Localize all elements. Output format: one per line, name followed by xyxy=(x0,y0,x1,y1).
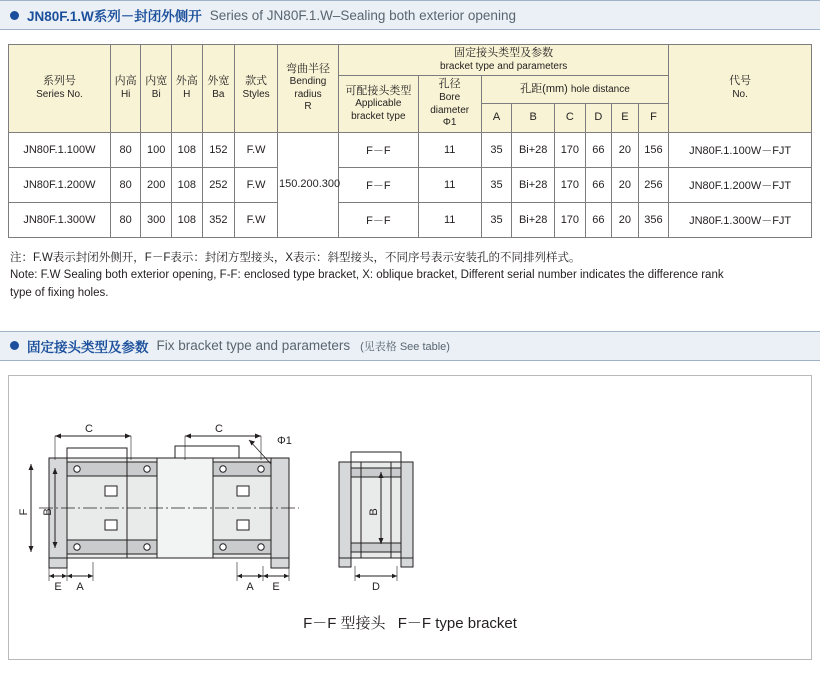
drawing-caption-cn: F－F 型接头 xyxy=(303,614,386,632)
cell-d: 66 xyxy=(585,167,611,202)
note-en-line1: Note: F.W Sealing both exterior opening, F-F: enclosed type bracket, X: oblique bracket, Different serial number indicates the difference rank xyxy=(10,269,724,282)
th-bi xyxy=(141,45,172,133)
label-c-left: C xyxy=(85,422,93,435)
th-d: D xyxy=(585,104,611,132)
th-b: B xyxy=(512,104,555,132)
label-b-right: B xyxy=(368,508,380,516)
section-header-bracket xyxy=(0,331,820,361)
th-styles xyxy=(235,45,278,133)
cell-ba: 252 xyxy=(202,167,235,202)
bullet-icon xyxy=(10,341,19,350)
th-bore-sym: Φ1 xyxy=(442,117,457,128)
cell-applicable: F－F xyxy=(339,167,418,202)
label-c-right: C xyxy=(215,422,223,435)
section1-title-en: Series of JN80F.1.W–Sealing both exterior opening xyxy=(209,7,516,23)
label-e-2: E xyxy=(272,580,280,593)
th-hi-en: Hi xyxy=(120,88,131,100)
label-b-left: B xyxy=(42,508,54,516)
th-applicable-en: Applicable bracket type xyxy=(351,98,406,122)
th-styles-cn: 款式 xyxy=(245,75,268,88)
section2-title-cn: 固定接头类型及参数 xyxy=(27,339,149,355)
section2-title-en: Fix bracket type and parameters xyxy=(156,338,351,354)
note-en-line2: type of fixing holes. xyxy=(10,287,109,300)
cell-bi: 100 xyxy=(141,132,172,167)
th-bracket-group-cn: 固定接头类型及参数 xyxy=(454,47,554,59)
label-d: D xyxy=(372,580,380,593)
label-a-2: A xyxy=(246,580,254,593)
cell-c: 170 xyxy=(555,132,586,167)
th-hole-en: hole distance xyxy=(570,83,630,95)
th-ba-cn: 外宽 xyxy=(207,75,230,88)
spec-table-head xyxy=(9,45,812,133)
th-ba xyxy=(202,45,235,133)
cell-no: JN80F.1.200W－FJT xyxy=(669,167,812,202)
label-f-left: F xyxy=(18,508,30,516)
cell-e: 20 xyxy=(612,132,638,167)
table-row xyxy=(9,167,812,202)
th-hi-cn: 内高 xyxy=(114,75,137,88)
th-applicable-cn: 可配接头类型 xyxy=(345,84,412,97)
cell-d: 66 xyxy=(585,202,611,237)
th-series-en: Series No. xyxy=(36,88,83,100)
th-h xyxy=(172,45,203,133)
th-a: A xyxy=(481,104,512,132)
spec-table xyxy=(8,44,812,238)
cell-hi: 80 xyxy=(110,167,141,202)
table-row xyxy=(9,202,812,237)
section2-note: (见表格 See table) xyxy=(360,340,450,353)
cell-f: 156 xyxy=(638,132,669,167)
cell-styles: F.W xyxy=(235,167,278,202)
th-no-en: No. xyxy=(732,88,748,100)
th-ba-en: Ba xyxy=(212,88,225,100)
cell-series: JN80F.1.300W xyxy=(9,202,111,237)
th-bi-cn: 内宽 xyxy=(145,75,168,88)
cell-ba: 152 xyxy=(202,132,235,167)
cell-ba: 352 xyxy=(202,202,235,237)
spec-table-body xyxy=(9,132,812,237)
th-e: E xyxy=(612,104,638,132)
cell-f: 356 xyxy=(638,202,669,237)
th-hole-group xyxy=(481,76,669,104)
cell-b: Bi+28 xyxy=(512,167,555,202)
th-hole-cn: 孔距(mm) xyxy=(520,82,568,95)
th-series xyxy=(9,45,111,133)
label-phi1: Φ1 xyxy=(277,434,292,447)
th-bi-en: Bi xyxy=(151,88,161,100)
th-bending-cn: 弯曲半径 xyxy=(286,62,331,75)
cell-c: 170 xyxy=(555,202,586,237)
cell-bore: 11 xyxy=(418,167,481,202)
cell-f: 256 xyxy=(638,167,669,202)
bullet-icon xyxy=(10,11,19,20)
cell-bending-radius: 150.200.300 xyxy=(277,132,338,237)
th-h-cn: 外高 xyxy=(175,75,198,88)
th-bending-en: Bending radius xyxy=(289,76,327,100)
th-bore xyxy=(418,76,481,132)
drawing-caption xyxy=(9,612,811,633)
th-bracket-group-en: bracket type and parameters xyxy=(440,60,568,72)
cell-d: 66 xyxy=(585,132,611,167)
th-bending-r: R xyxy=(304,101,312,113)
cell-no: JN80F.1.300W－FJT xyxy=(669,202,812,237)
th-bending xyxy=(277,45,338,133)
cell-applicable: F－F xyxy=(339,132,418,167)
label-e-1: E xyxy=(54,580,62,593)
th-c: C xyxy=(555,104,586,132)
cell-e: 20 xyxy=(612,202,638,237)
section-header-series xyxy=(0,0,820,30)
cell-no: JN80F.1.100W－FJT xyxy=(669,132,812,167)
cell-bi: 200 xyxy=(141,167,172,202)
cell-series: JN80F.1.100W xyxy=(9,132,111,167)
header-row-1 xyxy=(9,45,812,76)
section1-title-cn: JN80F.1.W系列－封闭外侧开 xyxy=(27,9,202,24)
cell-b: Bi+28 xyxy=(512,202,555,237)
table-row xyxy=(9,132,812,167)
cell-c: 170 xyxy=(555,167,586,202)
cell-h: 108 xyxy=(172,202,203,237)
cell-hi: 80 xyxy=(110,132,141,167)
th-series-cn: 系列号 xyxy=(42,75,76,88)
cell-h: 108 xyxy=(172,132,203,167)
cell-applicable: F－F xyxy=(339,202,418,237)
cell-e: 20 xyxy=(612,167,638,202)
cell-bore: 11 xyxy=(418,132,481,167)
bracket-drawing-panel xyxy=(8,375,812,660)
drawing-caption-en: F－F type bracket xyxy=(397,614,517,632)
cell-hi: 80 xyxy=(110,202,141,237)
note-cn: 注：F.W表示封闭外侧开，F－F表示：封闭方型接头，X表示：斜型接头，不同序号表示安装孔的不同排列样式。 xyxy=(10,251,581,264)
notes-block xyxy=(10,250,810,303)
th-hi xyxy=(110,45,141,133)
label-a-1: A xyxy=(76,580,84,593)
cell-bore: 11 xyxy=(418,202,481,237)
cell-a: 35 xyxy=(481,167,512,202)
cell-bi: 300 xyxy=(141,202,172,237)
cell-styles: F.W xyxy=(235,132,278,167)
cell-series: JN80F.1.200W xyxy=(9,167,111,202)
th-applicable xyxy=(339,76,418,132)
cell-styles: F.W xyxy=(235,202,278,237)
th-h-en: H xyxy=(183,88,191,100)
cell-a: 35 xyxy=(481,132,512,167)
cell-a: 35 xyxy=(481,202,512,237)
th-styles-en: Styles xyxy=(242,88,270,100)
th-no-cn: 代号 xyxy=(729,75,752,88)
cell-b: Bi+28 xyxy=(512,132,555,167)
th-bracket-group xyxy=(339,45,669,76)
th-bore-en: Bore diameter xyxy=(430,92,470,116)
th-no xyxy=(669,45,812,133)
th-bore-cn: 孔径 xyxy=(438,78,461,91)
cell-h: 108 xyxy=(172,167,203,202)
spec-table-wrapper xyxy=(8,44,812,238)
th-f: F xyxy=(638,104,669,132)
